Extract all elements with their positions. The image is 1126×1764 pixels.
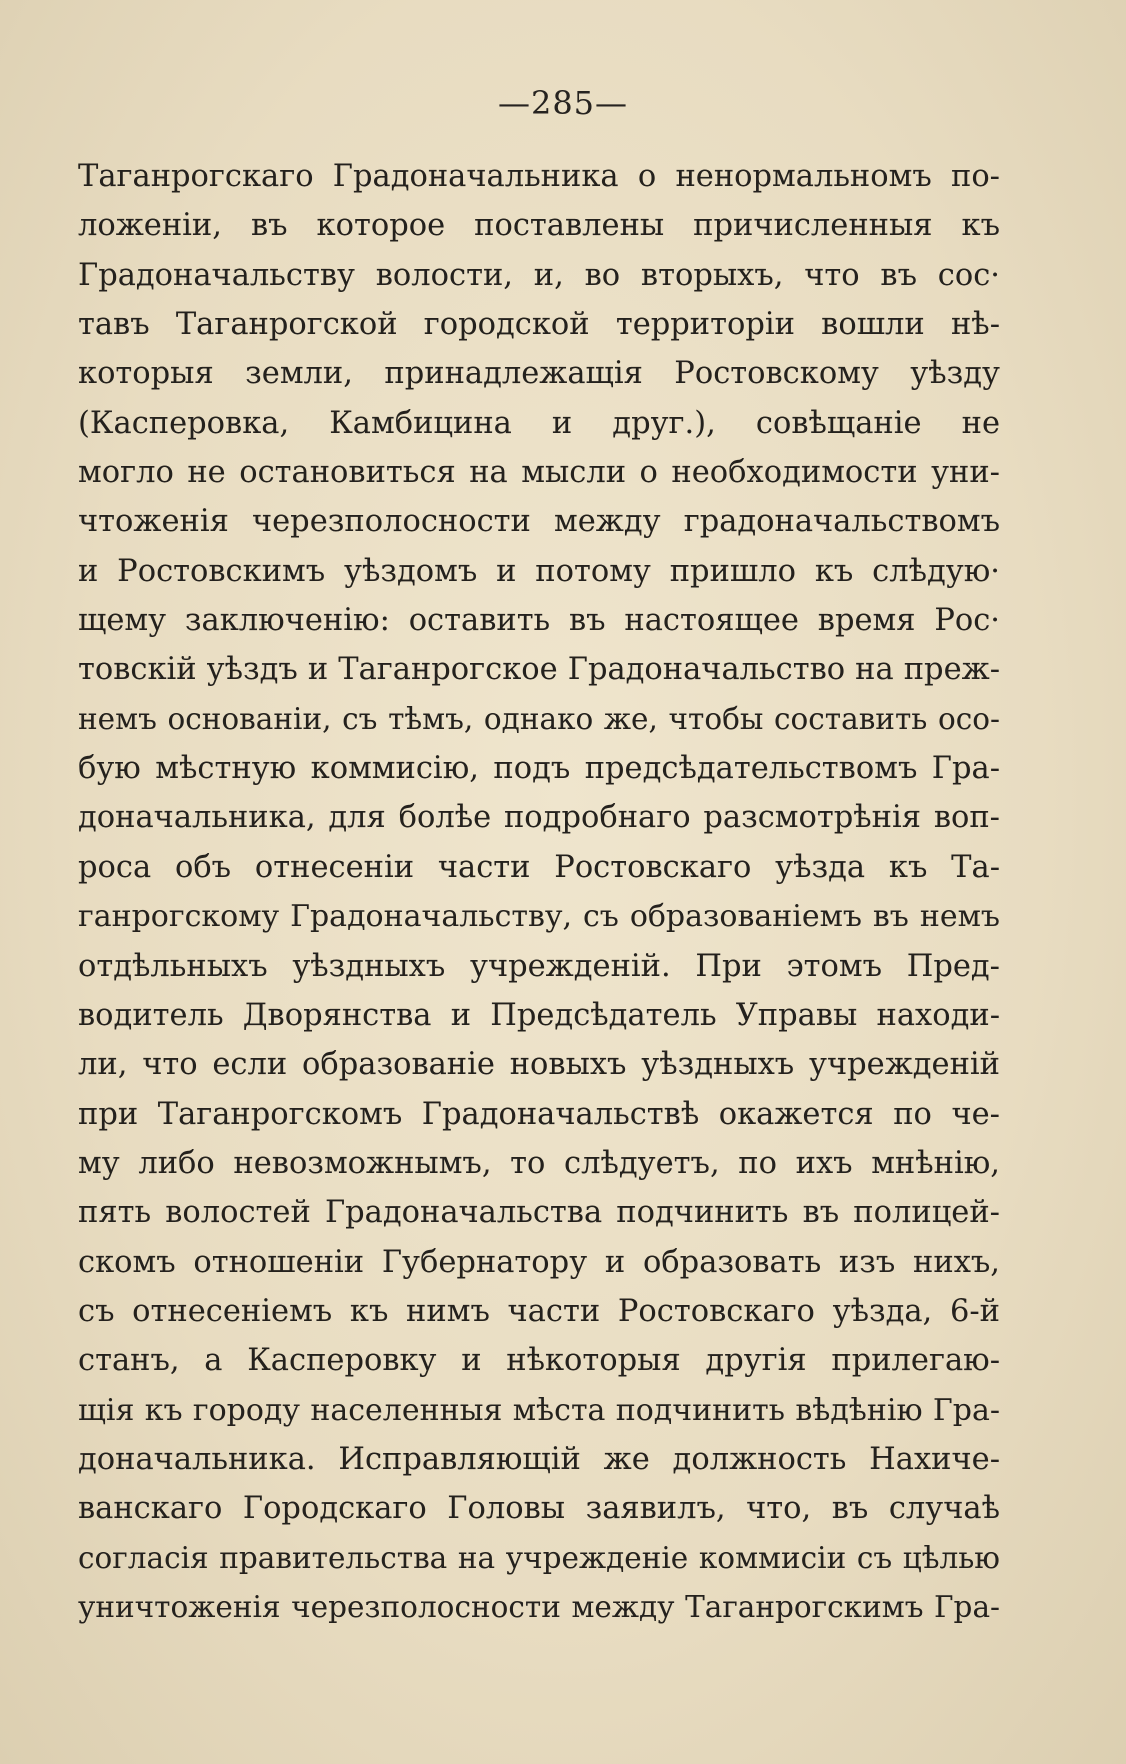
text-line: тавъ Таганрогской городской территоріи вошли нѣ- (78, 307, 1000, 343)
text-line: Таганрогскаго Градоначальника о ненормальномъ по- (78, 159, 1000, 194)
text-line: немъ основаніи, съ тѣмъ, однако же, чтобы составить осо- (78, 701, 1000, 736)
text-line: уничтоженія черезполосности между Таганрогскимъ Гра- (78, 1589, 1000, 1624)
text-line: отдѣльныхъ уѣздныхъ учрежденій. При этомъ Пред- (78, 948, 1000, 984)
text-line: щему заключенію: оставить въ настоящее время Рос· (78, 603, 1000, 639)
text-line: товскій уѣздъ и Таганрогское Градоначальство на преж- (78, 652, 1000, 688)
text-line: при Таганрогскомъ Градоначальствѣ окажется по че- (78, 1096, 1000, 1132)
text-line: съ отнесеніемъ къ нимъ части Ростовскаго уѣзда, 6-й (78, 1293, 1000, 1329)
text-line: (Касперовка, Камбицина и друг.), совѣщаніе не (78, 405, 1000, 441)
text-line: ложеніи, въ которое поставлены причисленныя къ (78, 208, 1000, 244)
text-line: водитель Дворянства и Предсѣдатель Управы находи- (78, 997, 1000, 1033)
text-line: ганрогскому Градоначальству, съ образованіемъ въ немъ (78, 899, 1000, 935)
text-line: согласія правительства на учрежденіе коммисіи съ цѣлью (78, 1540, 1000, 1575)
text-line: доначальника. Исправляющій же должность Нахиче- (78, 1441, 1000, 1477)
text-line: скомъ отношеніи Губернатору и образовать изъ нихъ, (78, 1244, 1000, 1280)
page-number: —285— (497, 84, 629, 122)
text-line: му либо невозможнымъ, то слѣдуетъ, по ихъ мнѣнію, (78, 1145, 1000, 1181)
text-line: и Ростовскимъ уѣздомъ и потому пришло къ слѣдую· (78, 553, 1000, 589)
text-line: Градоначальству волости, и, во вторыхъ, что въ сос· (78, 257, 1000, 293)
text-line: ванскаго Городскаго Головы заявилъ, что, въ случаѣ (78, 1491, 1000, 1527)
body-text (78, 152, 1000, 1632)
text-line: щія къ городу населенныя мѣста подчинить вѣдѣнію Гра- (78, 1392, 1000, 1428)
text-line: ли, что если образованіе новыхъ уѣздныхъ учрежденій (78, 1047, 1000, 1083)
text-line: доначальника, для болѣе подробнаго разсмотрѣнія воп- (78, 800, 1000, 836)
text-line: роса объ отнесеніи части Ростовскаго уѣзда къ Та- (78, 849, 1000, 885)
text-line: пять волостей Градоначальства подчинить въ полицей- (78, 1195, 1000, 1231)
text-line: которыя земли, принадлежащія Ростовскому уѣзду (78, 356, 1000, 392)
text-line: чтоженія черезполосности между градоначальствомъ (78, 504, 1000, 540)
text-line: бую мѣстную коммисію, подъ предсѣдательствомъ Гра- (78, 751, 1000, 787)
text-line: могло не остановиться на мысли о необходимости уни- (78, 455, 1000, 491)
text-line: станъ, а Касперовку и нѣкоторыя другія прилегаю- (78, 1343, 1000, 1379)
